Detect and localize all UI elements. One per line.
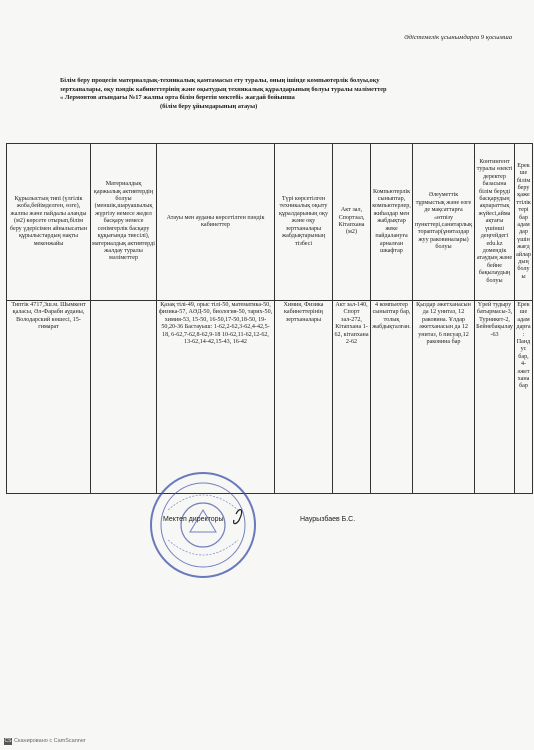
scanner-text: Сканировано с CamScanner — [14, 738, 86, 744]
header-building-type: Құрылыстың типі (үлгілік жоба,бейімделген, өзге), жалпы және пайдалы аланды (м2) көрсете отырып,білім беру үдерісімен айналысатын құрылыстардың нақты мекенжайы — [7, 144, 91, 301]
director-name: Наурызбаев Б.С. — [300, 516, 356, 523]
header-material-assets: Материалдық қаржылық активтердің болуы (меншік,шаруашылық жүргізу немесе жедел басқару немесе сенімгерлік басқару құқығында тиесілі), материалдық активтерді жалдау туралы мәліметтер — [91, 144, 157, 301]
scanner-watermark — [4, 738, 86, 745]
cell-contingent-database: Үрей тудыру батырмасы-3, Турникет-2, Бейнебақылау-63 — [475, 301, 515, 494]
facilities-table — [6, 143, 533, 494]
header-special-needs: Ерекше білім беру қажеттіліктері бар адамдар үшін жағдайлардың болуы — [515, 144, 533, 301]
camscanner-icon: CS — [4, 738, 12, 744]
header-computer-classes: Компьютерлік сыныптар, компьютерлер, жиһаздар мен жабдықтар жеке пайдалануға арналған шкафтар — [371, 144, 413, 301]
header-halls: Акт зал, Спортзал, Кітапхана (м2) — [333, 144, 371, 301]
school-seal-stamp — [148, 470, 258, 580]
director-label: Мектеп директоры — [163, 516, 224, 523]
cell-halls: Акт зал-140, Спорт зал-272, Кітапхана 1-62, кітапхана 2-62 — [333, 301, 371, 494]
cell-building-type: Типтік 4717,3ш.м. Шымкент қаласы, Әл-Фараби ауданы, Володарский көшесі, 15-гимарат — [7, 301, 91, 494]
cell-technical-equipment: Химия, Физика кабинеттерінің зертханалары — [275, 301, 333, 494]
cell-material-assets — [91, 301, 157, 494]
cell-computer-classes: 4 компьютер сыныптар бар, толық жабдықталған. — [371, 301, 413, 494]
heading-line-1: Білім беру процесін материалдық-техникалық қамтамасыз ету туралы, оның ішінде компьютерлік болуы,оқу — [60, 77, 380, 84]
cell-sanitary: Қыздар әжетханасын да 12 унитаз, 12 раковина. Ұлдар әжетханасын да 12 унитаз, 6 писуар,12 раковина бар — [413, 301, 475, 494]
table-header-row — [7, 144, 533, 301]
header-contingent-database: Контингент туралы өзекті деректер базасына білім беруді басқарудың ақпараттық жүйесі,айма ақтағы үшінші деңгейдегі edu.kz домендік атаудың және бейне бақылаудың болуы — [475, 144, 515, 301]
annex-label: Әдістемелік ұсынымдарға 9 қосымша — [404, 34, 512, 41]
heading-line-4: (білім беру ұйымдарының атауы) — [160, 102, 258, 110]
header-subject-rooms: Атауы мен ауданы көрсетілген пәндік кабинеттер — [157, 144, 275, 301]
table-row — [7, 301, 533, 494]
cell-special-needs: Ерекше адамдарға: Пандус бар, 4-әжетхана бар — [515, 301, 533, 494]
document-heading — [60, 77, 515, 111]
header-technical-equipment: Түрі көрсетілген техникалық оқыту құралдарының оқу және оқу зертханалары жабдықтарының тізбесі — [275, 144, 333, 301]
cell-subject-rooms: Қазақ тілі-49, орыс тілі-50, математика-50, физика-57, АӘД-50, биология-50, тарих-50, химия-53, 15-50, 16-50,17-50,18-50, 19-50,20-36 Бастауыш: 1-62,2-62,3-62,4-42,5-18, 6-62,7-62,8-62,9-18 10-62,11-62,12-62, 13-62,14-42,15-43, 16-42 — [157, 301, 275, 494]
header-sanitary: Әлеуметтік тұрмыстық және өзге де мақсаттарға «өтпізу пункттері,санитарлық тораптар(ұнитаздар жуу раковиналары) болуы — [413, 144, 475, 301]
heading-line-3: « Лермонтов атындағы №17 жалпы орта білім беретін мектебі» жағдай бойынша — [60, 94, 295, 102]
heading-line-2: зертханалары, оқу пәндік кабинеттерінің және оқытудың техникалық құралдарының болуы туралы мәліметтер — [60, 85, 387, 93]
